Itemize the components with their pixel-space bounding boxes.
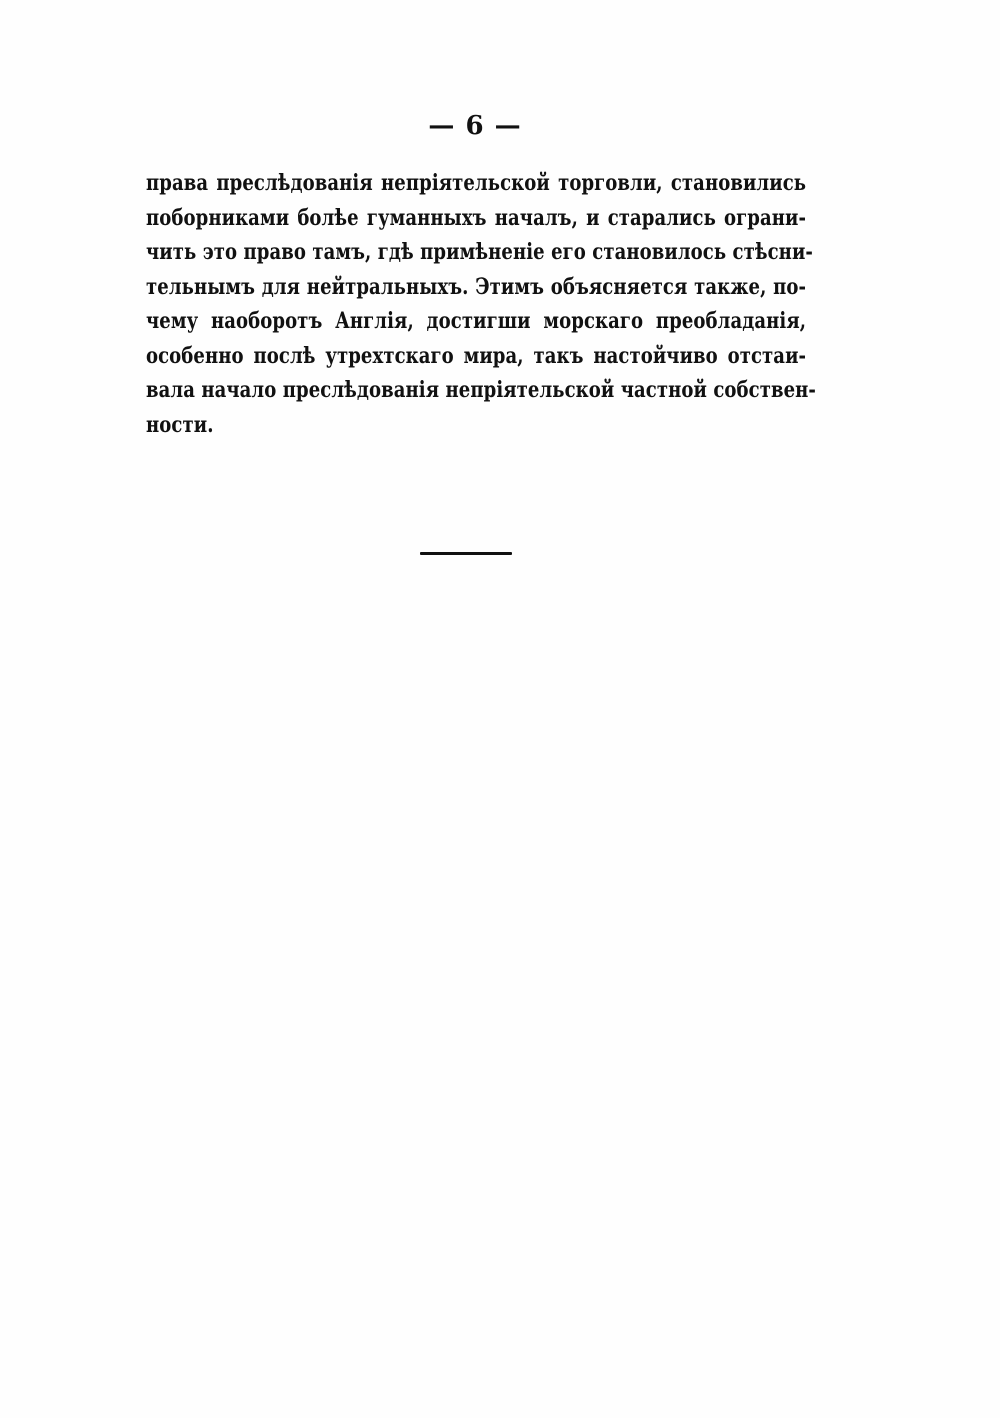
page-number-header: — 6 — [428,111,522,141]
text-line: тельнымъ для нейтральныхъ. Этимъ объясняется также, по- [146,273,807,300]
text-line: права преслѣдованія непріятельской торговли, становились [146,170,807,196]
body-paragraph [146,166,816,442]
text-line: ности. [146,411,214,438]
section-end-rule [420,552,512,555]
text-line: особенно послѣ утрехтскаго мира, такъ настойчиво отстаи- [146,342,807,369]
text-line: вала начало преслѣдованія непріятельской частной собствен- [146,377,816,403]
text-line: поборниками болѣе гуманныхъ началъ, и старались ограни- [146,204,807,231]
text-line: чить это право тамъ, гдѣ примѣненіе его становилось стѣсни- [146,239,814,265]
text-line: чему наоборотъ Англія, достигши морскаго преобладанія, [146,308,807,334]
